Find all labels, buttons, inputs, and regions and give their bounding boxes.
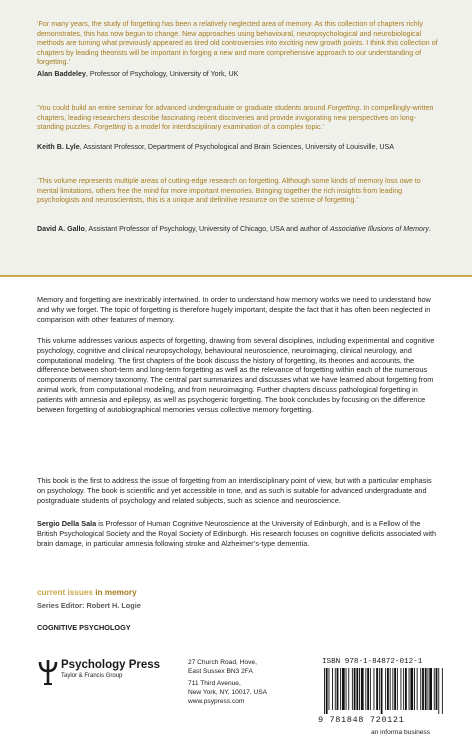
barcode-bar xyxy=(392,668,393,710)
barcode-bar xyxy=(385,668,386,710)
barcode-bar xyxy=(354,668,356,710)
barcode-bar xyxy=(352,668,353,710)
barcode-bar xyxy=(340,668,341,710)
address-uk-line-2: East Sussex BN3 2FA xyxy=(188,668,253,675)
barcode-bar xyxy=(405,668,407,710)
barcode-bar xyxy=(365,668,366,710)
barcode-bar xyxy=(359,668,360,710)
series-title xyxy=(37,588,137,597)
barcode-bar xyxy=(436,668,438,710)
barcode-bar xyxy=(401,668,402,710)
address-uk-line-1: 27 Church Road, Hove, xyxy=(188,659,257,666)
praise-quote-3: ‘This volume represents multiple areas of cutting-edge research on forgetting. Although some kinds of memory loss owe to mental limitations, others free the mind for more important memories. Bringing together the rich insights from leading psychologists and neuroscientists, this is a unique and definitive resource on the science of forgetting.’ xyxy=(37,177,421,205)
praise-affiliation-2: , Assistant Professor, Department of Psychological and Brain Sciences, University of Louisville, USA xyxy=(79,143,394,151)
barcode-bar xyxy=(414,668,415,710)
author-name: Sergio Della Sala xyxy=(37,519,97,528)
praise-name-2: Keith B. Lyle xyxy=(37,143,80,151)
psychology-press-psi-icon xyxy=(37,658,59,686)
barcode-bar xyxy=(381,668,383,714)
barcode-bar xyxy=(442,668,443,714)
quote-2-title-a: Forgetting xyxy=(327,104,360,112)
barcode-bar xyxy=(438,668,439,714)
barcode-bar xyxy=(428,668,429,710)
barcode-bar xyxy=(361,668,364,710)
quote-2-text-a: ‘You could build an entire seminar for advanced undergraduate or graduate students around xyxy=(37,104,328,112)
barcode-digits: 9 781848 720121 xyxy=(318,715,405,725)
series-title-a: current issues xyxy=(37,588,93,597)
informa-tagline: an informa business xyxy=(371,729,431,736)
barcode-bar xyxy=(417,668,418,710)
praise-name-1: Alan Baddeley xyxy=(37,70,86,78)
barcode-bar xyxy=(335,668,336,710)
isbn-label: ISBN 978-1-84872-012-1 xyxy=(322,658,423,666)
quote-2-text-c: is a model for interdisciplinary examination of a complex topic.’ xyxy=(125,123,325,132)
praise-quote-2 xyxy=(37,104,441,133)
praise-affiliation-1: , Professor of Psychology, University of York, UK xyxy=(85,70,239,78)
barcode-bar xyxy=(390,668,391,710)
praise-attribution-1 xyxy=(37,70,441,80)
barcode-bar xyxy=(410,668,413,710)
praise-attribution-3 xyxy=(37,225,441,235)
barcode-bar xyxy=(387,668,389,710)
barcode-bar xyxy=(429,668,432,710)
address-us-line-2: New York, NY, 10017, USA xyxy=(188,689,268,696)
barcode-bar xyxy=(356,668,358,710)
quote-2-text-b: . In compellingly-written chapters, leading researchers describe fascinating recent discoveries and provide invigorating new perspectives on long-standing puzzles. xyxy=(37,104,434,132)
praise-attribution-2 xyxy=(37,143,441,153)
praise-name-3: David A. Gallo xyxy=(37,225,85,233)
barcode-bar xyxy=(397,668,398,710)
subject-category: COGNITIVE PSYCHOLOGY xyxy=(37,623,131,632)
barcode-bar xyxy=(337,668,339,710)
barcode-bar xyxy=(329,668,330,710)
barcode-bar xyxy=(420,668,421,710)
barcode-bar xyxy=(376,668,378,710)
barcode-bar xyxy=(370,668,371,710)
praise-quote-1: ‘For many years, the study of forgetting has been a relatively neglected area of memory. As this collection of chapters richly demonstrates, this has now begun to change. New approaches using behavioural, neuropsychological and neurobiological methods are turning what previously appeared as tired old controversies into exciting new growth points. I think this collection of chapters by leading theorists will be important in forging a new and more comprehensive approach to our understanding of forgetting.’ xyxy=(37,20,438,67)
series-title-b: in memory xyxy=(92,588,137,597)
barcode-bar xyxy=(348,668,349,710)
quote-2-title-b: Forgetting xyxy=(93,123,126,132)
praise-book-title-3: Associative Illusions of Memory xyxy=(329,225,429,233)
barcode-bar xyxy=(434,668,435,710)
description-paragraph-1: Memory and forgetting are inextricably intertwined. In order to understand how memory works we need to understand how and why we forget. The topic of forgetting is therefore hugely important, despite the fact that it has often been neglected in comparison with other features of memory. xyxy=(37,295,431,324)
barcode-bar xyxy=(332,668,333,710)
series-editor: Series Editor: Robert H. Logie xyxy=(37,601,141,610)
barcode-bar xyxy=(394,668,396,710)
praise-book-end-3: . xyxy=(428,225,431,233)
description-paragraph-2: This volume addresses various aspects of forgetting, drawing from several disciplines, including experimental and cognitive psychology, cognitive and clinical neuropsychology, behavioural neuroscience, neuroimaging, clinical neurology, and computational modeling. The first chapters of the book discuss the history of forgetting, its theories and accounts, the difference between short-term and long-term forgetting as well as the relevance of forgetting within each of the numerous components of memory taxonomy. The central part summarizes and discusses what we have learned about forgetting from animal work, from computational modeling, and from neuroimaging. Further chapters discuss pathological forgetting in patients with amnesia and epilepsy, as well as psychogenic forgetting. The book concludes by focusing on the difference between forgetting of autobiographical memories versus collective memory forgetting. xyxy=(37,336,435,414)
barcode-bar xyxy=(379,668,380,710)
publisher-address xyxy=(188,658,308,706)
barcode-bar xyxy=(425,668,427,710)
barcode-bar xyxy=(422,668,424,710)
author-bio xyxy=(37,519,441,548)
publisher-url[interactable]: www.psypress.com xyxy=(188,698,245,705)
address-us-line-1: 711 Third Avenue, xyxy=(188,680,241,687)
barcode-bar xyxy=(326,668,328,714)
publisher-logo xyxy=(37,658,167,692)
barcode-bar xyxy=(409,668,410,710)
publisher-name: Psychology Press xyxy=(61,659,161,671)
barcode-bar xyxy=(367,668,369,710)
publisher-group: Taylor & Francis Group xyxy=(61,673,123,679)
description-paragraph-3: This book is the first to address the issue of forgetting from an interdisciplinary point of view, but with a particular emphasis on psychology. The book is scientific and yet accessible in tone, and as such is suitable for advanced undergraduate and postgraduate students of psychology and related subjects, such as science and neuroscience. xyxy=(37,476,432,505)
barcode-bar xyxy=(346,668,347,710)
barcode-bar xyxy=(374,668,375,710)
author-bio-text: is Professor of Human Cognitive Neuroscience at the University of Edinburgh, and is a Fellow of the British Psychological Society and the Royal Society of Edinburgh. His research focuses on cognitive deficits associated with brain damage, in particular amnesia following stroke and Alzheimer’s-type dementia. xyxy=(37,519,437,548)
barcode-image xyxy=(322,668,444,714)
barcode-bar xyxy=(403,668,404,710)
praise-affiliation-3: , Assistant Professor of Psychology, University of Chicago, USA and author of xyxy=(84,225,330,233)
barcode-bar xyxy=(324,668,325,714)
barcode-bar xyxy=(342,668,345,710)
